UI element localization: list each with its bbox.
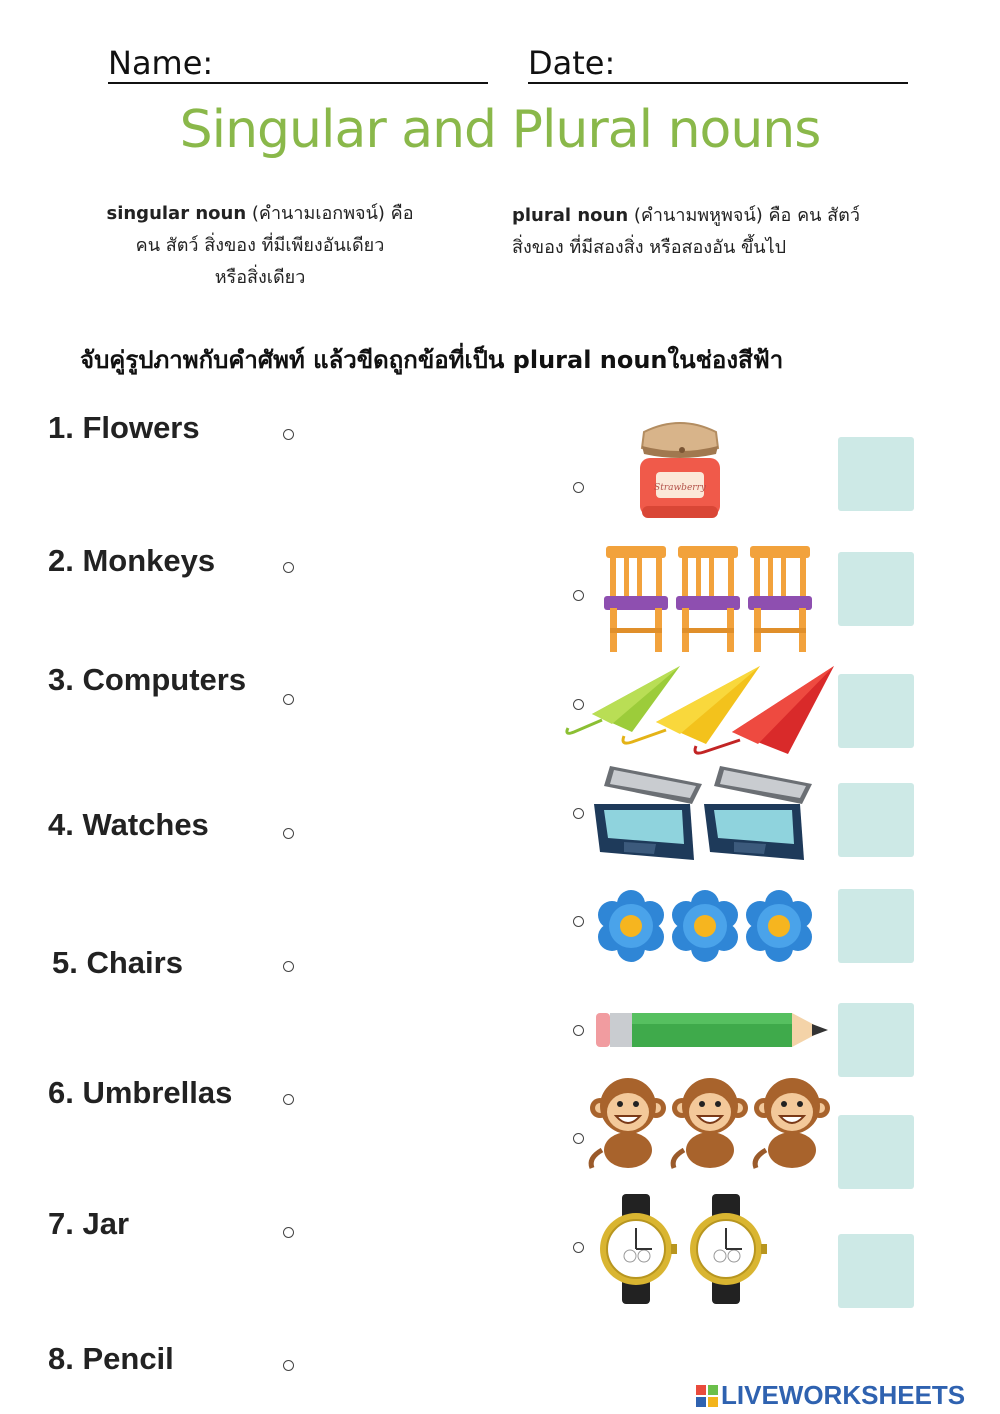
name-line[interactable] (108, 82, 488, 84)
word-dot-4[interactable] (283, 828, 294, 839)
plural-definition (512, 200, 952, 264)
computers-icon (594, 764, 812, 864)
picture-dot-2[interactable] (573, 590, 584, 601)
picture-dot-4[interactable] (573, 808, 584, 819)
answer-box-5[interactable] (838, 889, 914, 963)
word-dot-2[interactable] (283, 562, 294, 573)
jar-label: Strawberry (654, 483, 706, 493)
answer-box-8[interactable] (838, 1234, 914, 1308)
chairs-icon (604, 544, 814, 654)
word-2: 2. Monkeys (48, 543, 216, 578)
logo-text: LIVEWORKSHEETS (721, 1380, 966, 1410)
word-7: 7. Jar (48, 1206, 130, 1241)
picture-dot-6[interactable] (573, 1025, 584, 1036)
instruction: จับคู่รูปภาพกับคำศัพท์ แล้วขีดถูกข้อที่เป็น plural nounในช่องสีฟ้า (80, 346, 784, 374)
word-6: 6. Umbrellas (48, 1075, 233, 1110)
word-8: 8. Pencil (48, 1341, 174, 1376)
watches-icon (600, 1194, 770, 1304)
name-label: Name: (108, 44, 214, 82)
liveworksheets-logo (696, 1380, 965, 1411)
word-dot-6[interactable] (283, 1094, 294, 1105)
picture-dot-1[interactable] (573, 482, 584, 493)
word-dot-3[interactable] (283, 694, 294, 705)
date-label: Date: (528, 44, 616, 82)
singular-term: singular noun (106, 203, 247, 224)
singular-line-2: คน สัตว์ สิ่งของ ที่มีเพียงอันเดียว (135, 235, 385, 256)
picture-dot-5[interactable] (573, 916, 584, 927)
liveworksheets-mark-icon (696, 1385, 718, 1407)
word-dot-8[interactable] (283, 1360, 294, 1371)
word-dot-5[interactable] (283, 961, 294, 972)
singular-line-1: (คำนามเอกพจน์) คือ (246, 203, 414, 224)
monkeys-icon (588, 1072, 834, 1170)
answer-box-2[interactable] (838, 552, 914, 626)
umbrellas-icon (562, 662, 836, 758)
word-4: 4. Watches (48, 807, 209, 842)
picture-dot-7[interactable] (573, 1133, 584, 1144)
word-5: 5. Chairs (52, 945, 183, 980)
answer-box-6[interactable] (838, 1003, 914, 1077)
answer-box-3[interactable] (838, 674, 914, 748)
singular-definition (60, 198, 460, 294)
plural-line-1: (คำนามพหูพจน์) คือ คน สัตว์ (628, 205, 860, 226)
word-dot-1[interactable] (283, 429, 294, 440)
singular-line-3: หรือสิ่งเดียว (214, 267, 306, 288)
word-1: 1. Flowers (48, 410, 200, 445)
answer-box-1[interactable] (838, 437, 914, 511)
word-3: 3. Computers (48, 662, 247, 697)
word-dot-7[interactable] (283, 1227, 294, 1238)
plural-term: plural noun (512, 205, 629, 226)
plural-line-2: สิ่งของ ที่มีสองสิ่ง หรือสองอัน ขึ้นไป (512, 237, 787, 258)
answer-box-4[interactable] (838, 783, 914, 857)
jar-icon (630, 414, 730, 526)
answer-box-7[interactable] (838, 1115, 914, 1189)
page-title: Singular and Plural nouns (179, 100, 821, 160)
picture-dot-8[interactable] (573, 1242, 584, 1253)
pencil-icon (596, 1011, 830, 1049)
date-line[interactable] (528, 82, 908, 84)
flowers-icon (594, 888, 816, 964)
